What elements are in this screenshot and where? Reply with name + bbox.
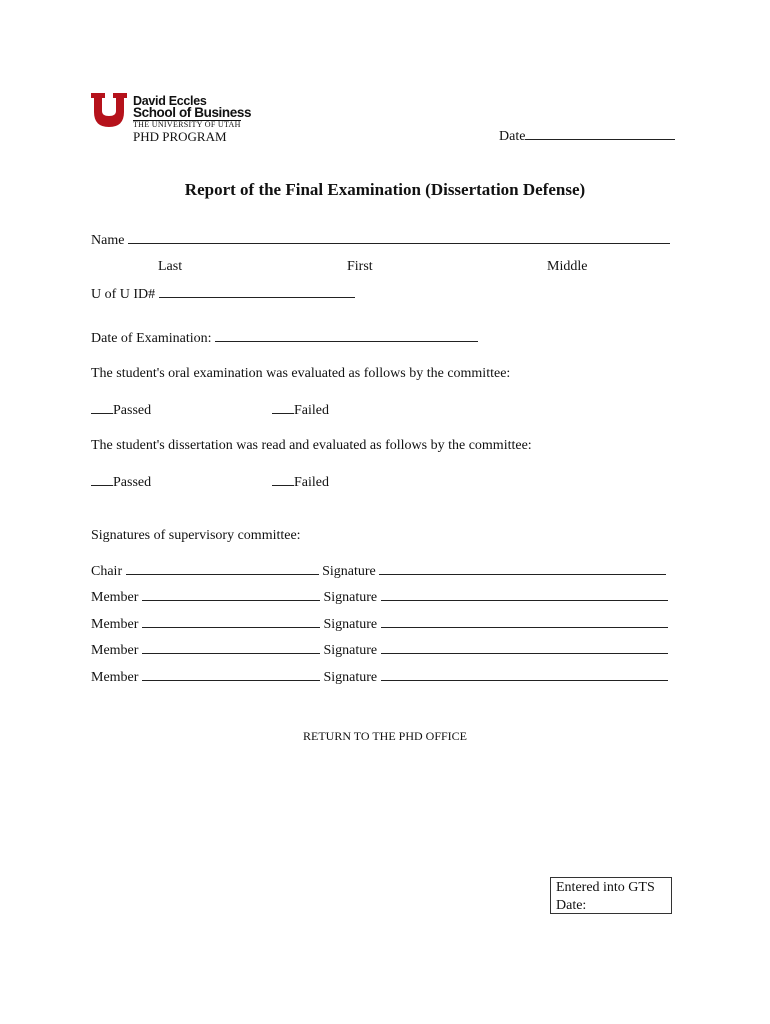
uid-field bbox=[91, 286, 355, 303]
name-sub-last: Last bbox=[158, 259, 183, 274]
oral-passed-option[interactable] bbox=[91, 402, 151, 419]
page-title: Report of the Final Examination (Dissertation Defense) bbox=[184, 180, 586, 199]
dissertation-passed-blank[interactable] bbox=[91, 474, 113, 486]
signature-role-label: Member bbox=[91, 670, 139, 685]
signatures-heading: Signatures of supervisory committee: bbox=[91, 528, 301, 543]
signature-row bbox=[91, 589, 668, 606]
dissertation-prompt: The student's dissertation was read and evaluated as follows by the committee: bbox=[91, 438, 532, 453]
signature-sign-line[interactable] bbox=[379, 563, 666, 575]
name-sub-middle: Middle bbox=[547, 259, 588, 274]
uid-input-line[interactable] bbox=[159, 286, 355, 298]
logo-line-1: David Eccles bbox=[133, 94, 207, 108]
exam-date-input-line[interactable] bbox=[215, 330, 478, 342]
return-note: RETURN TO THE PHD OFFICE bbox=[302, 729, 468, 743]
signature-role-label: Chair bbox=[91, 564, 123, 579]
signature-row bbox=[91, 669, 668, 686]
signature-name-line[interactable] bbox=[142, 669, 320, 681]
signature-label: Signature bbox=[323, 670, 378, 685]
signature-sign-line[interactable] bbox=[381, 669, 668, 681]
logo-line-3: THE UNIVERSITY OF UTAH bbox=[133, 120, 241, 129]
name-label: Name bbox=[91, 233, 125, 248]
dissertation-failed-label: Failed bbox=[294, 475, 329, 490]
program-label: PHD PROGRAM bbox=[133, 129, 227, 144]
oral-failed-label: Failed bbox=[294, 403, 329, 418]
gts-entry-box bbox=[550, 877, 672, 914]
header-date-input-line[interactable] bbox=[525, 128, 675, 140]
gts-box-line-1: Entered into GTS bbox=[556, 880, 655, 895]
signature-role-label: Member bbox=[91, 617, 139, 632]
signature-label: Signature bbox=[323, 590, 378, 605]
signature-sign-line[interactable] bbox=[381, 589, 668, 601]
uid-label: U of U ID# bbox=[91, 287, 156, 302]
oral-passed-blank[interactable] bbox=[91, 402, 113, 414]
header-date-label: Date bbox=[499, 129, 526, 144]
signature-name-line[interactable] bbox=[142, 642, 320, 654]
header-date-field bbox=[499, 128, 675, 145]
signature-row bbox=[91, 616, 668, 633]
oral-failed-blank[interactable] bbox=[272, 402, 294, 414]
block-u-logo-icon bbox=[91, 93, 127, 127]
signature-name-line[interactable] bbox=[142, 616, 320, 628]
signature-sign-line[interactable] bbox=[381, 642, 668, 654]
gts-box-line-2: Date: bbox=[556, 898, 587, 913]
oral-passed-label: Passed bbox=[113, 403, 152, 418]
oral-failed-option[interactable] bbox=[272, 402, 329, 419]
signature-role-label: Member bbox=[91, 643, 139, 658]
signature-name-line[interactable] bbox=[126, 563, 319, 575]
signature-row bbox=[91, 642, 668, 659]
exam-date-label: Date of Examination: bbox=[91, 331, 212, 346]
name-input-line[interactable] bbox=[128, 232, 670, 244]
signature-role-label: Member bbox=[91, 590, 139, 605]
signature-label: Signature bbox=[323, 643, 378, 658]
dissertation-failed-blank[interactable] bbox=[272, 474, 294, 486]
dissertation-passed-option[interactable] bbox=[91, 474, 151, 491]
signature-row bbox=[91, 563, 666, 580]
dissertation-failed-option[interactable] bbox=[272, 474, 329, 491]
name-field bbox=[91, 232, 670, 249]
name-sub-first: First bbox=[347, 259, 373, 274]
signature-label: Signature bbox=[322, 564, 376, 579]
exam-date-field bbox=[91, 330, 478, 347]
logo-line-2: School of Business bbox=[133, 105, 252, 120]
university-logo bbox=[91, 93, 261, 129]
dissertation-passed-label: Passed bbox=[113, 475, 152, 490]
signature-name-line[interactable] bbox=[142, 589, 320, 601]
signature-sign-line[interactable] bbox=[381, 616, 668, 628]
oral-prompt: The student's oral examination was evaluated as follows by the committee: bbox=[91, 366, 511, 381]
signature-label: Signature bbox=[323, 617, 378, 632]
